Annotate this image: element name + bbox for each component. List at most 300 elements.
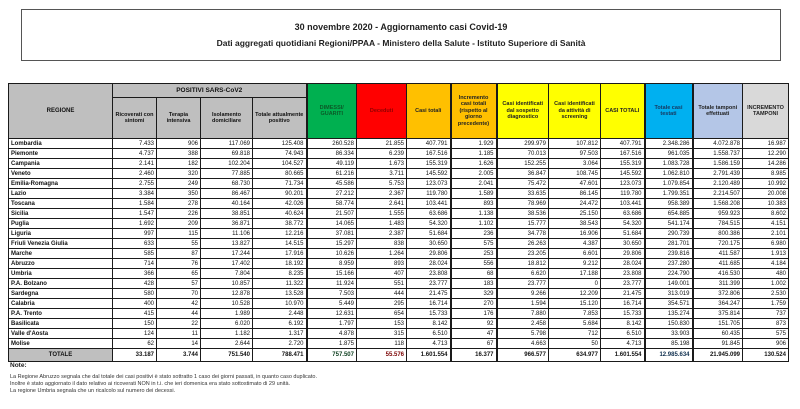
value-cell: 36.847	[497, 169, 549, 179]
value-cell: 16.714	[601, 299, 645, 309]
total-value-cell: 3.744	[157, 349, 201, 362]
value-cell: 295	[357, 299, 407, 309]
value-cell: 16.906	[549, 229, 601, 239]
value-cell: 906	[743, 339, 789, 349]
value-cell: 104.527	[253, 159, 307, 169]
value-cell: 11.322	[253, 279, 307, 289]
value-cell: 8.235	[253, 269, 307, 279]
column-header-screening: Casi identificati da attività di screening	[549, 84, 601, 139]
table-row	[9, 329, 789, 339]
value-cell: 21.507	[307, 209, 357, 219]
value-cell: 1.626	[451, 159, 497, 169]
value-cell: 1.547	[113, 209, 157, 219]
value-cell: 354.571	[645, 299, 693, 309]
value-cell: 654	[357, 309, 407, 319]
value-cell: 115	[157, 229, 201, 239]
notes-title: Note:	[10, 362, 27, 369]
value-cell: 1.182	[201, 329, 253, 339]
value-cell: 1.555	[357, 209, 407, 219]
value-cell: 364.247	[693, 299, 743, 309]
value-cell: 15.733	[601, 309, 645, 319]
value-cell: 145.592	[601, 169, 645, 179]
report-title: 30 novembre 2020 - Aggiornamento casi Covid-19	[294, 22, 508, 32]
value-cell: 20.008	[743, 189, 789, 199]
table-row	[9, 259, 789, 269]
value-cell: 2.348.286	[645, 139, 693, 149]
value-cell: 1.083.728	[645, 159, 693, 169]
total-value-cell: 751.540	[201, 349, 253, 362]
value-cell: 12.878	[201, 289, 253, 299]
table-row	[9, 209, 789, 219]
value-cell: 8.142	[407, 319, 451, 329]
column-header-casi-totali: Casi totali	[407, 84, 451, 139]
total-value-cell: 33.187	[113, 349, 157, 362]
value-cell: 119.780	[601, 189, 645, 199]
value-cell: 3.384	[113, 189, 157, 199]
value-cell: 18.812	[497, 259, 549, 269]
value-cell: 2.005	[451, 169, 497, 179]
value-cell: 375.814	[693, 309, 743, 319]
value-cell: 80.665	[253, 169, 307, 179]
note-line: Inoltre è stato aggiornato il dato relativo ai ricoverati NON in t.i. che ieri domenica era stato sottostimato di 29 unità.	[10, 381, 291, 387]
value-cell: 6.510	[407, 329, 451, 339]
total-value-cell: 130.524	[743, 349, 789, 362]
value-cell: 21.855	[357, 139, 407, 149]
group-header-positivi: POSITIVI SARS-CoV2	[113, 84, 307, 98]
region-cell: Molise	[9, 339, 113, 349]
value-cell: 407.791	[407, 139, 451, 149]
value-cell: 58.774	[307, 199, 357, 209]
value-cell: 9.212	[549, 259, 601, 269]
value-cell: 86.145	[549, 189, 601, 199]
value-cell: 281.701	[645, 239, 693, 249]
value-cell: 1.589	[451, 189, 497, 199]
value-cell: 290.739	[645, 229, 693, 239]
column-header-attualmente-positivo: Totale attualmente positivo	[253, 98, 307, 139]
value-cell: 1.062.810	[645, 169, 693, 179]
value-cell: 1.483	[357, 219, 407, 229]
value-cell: 14.286	[743, 159, 789, 169]
column-header-dimessi-guariti: DIMESSI/ GUARITI	[307, 84, 357, 139]
value-cell: 1.002	[743, 279, 789, 289]
total-value-cell: 1.601.554	[407, 349, 451, 362]
header-row-group	[9, 84, 789, 98]
value-cell: 45.586	[307, 179, 357, 189]
total-value-cell: 757.507	[307, 349, 357, 362]
total-value-cell: 1.601.554	[601, 349, 645, 362]
region-cell: Sardegna	[9, 289, 113, 299]
value-cell: 108.745	[549, 169, 601, 179]
value-cell: 23.205	[497, 249, 549, 259]
value-cell: 1.989	[201, 309, 253, 319]
value-cell: 226	[157, 209, 201, 219]
value-cell: 7.804	[201, 269, 253, 279]
value-cell: 135.274	[645, 309, 693, 319]
total-value-cell: 55.576	[357, 349, 407, 362]
value-cell: 2.530	[743, 289, 789, 299]
value-cell: 155.319	[407, 159, 451, 169]
value-cell: 2.367	[357, 189, 407, 199]
value-cell: 28.024	[601, 259, 645, 269]
value-cell: 7.880	[497, 309, 549, 319]
region-cell: Lazio	[9, 189, 113, 199]
value-cell: 575	[451, 239, 497, 249]
value-cell: 47.601	[549, 179, 601, 189]
value-cell: 65	[157, 269, 201, 279]
value-cell: 28.024	[407, 259, 451, 269]
value-cell: 400	[113, 299, 157, 309]
value-cell: 5.684	[549, 319, 601, 329]
value-cell: 411.685	[693, 259, 743, 269]
value-cell: 50	[549, 339, 601, 349]
value-cell: 4.151	[743, 219, 789, 229]
region-cell: P.A. Bolzano	[9, 279, 113, 289]
column-header-isolamento: Isolamento domiciliare	[201, 98, 253, 139]
value-cell: 1.264	[357, 249, 407, 259]
region-cell: Lombardia	[9, 139, 113, 149]
value-cell: 575	[743, 329, 789, 339]
note-line: La regione Umbria segnala che un ricalcolo sul numero dei decessi.	[10, 388, 176, 394]
table-row	[9, 229, 789, 239]
value-cell: 1.594	[497, 299, 549, 309]
value-cell: 6.980	[743, 239, 789, 249]
region-cell: Liguria	[9, 229, 113, 239]
value-cell: 102.204	[201, 159, 253, 169]
value-cell: 0	[549, 279, 601, 289]
value-cell: 236	[451, 229, 497, 239]
value-cell: 14	[157, 339, 201, 349]
value-cell: 34.778	[497, 229, 549, 239]
value-cell: 167.516	[407, 149, 451, 159]
value-cell: 411.587	[693, 249, 743, 259]
region-cell: Abruzzo	[9, 259, 113, 269]
value-cell: 17.244	[201, 249, 253, 259]
value-cell: 33.635	[497, 189, 549, 199]
value-cell: 13.528	[253, 289, 307, 299]
total-value-cell: 634.977	[549, 349, 601, 362]
value-cell: 23.808	[407, 269, 451, 279]
value-cell: 77.885	[201, 169, 253, 179]
value-cell: 4.387	[549, 239, 601, 249]
region-cell: Friuli Venezia Giulia	[9, 239, 113, 249]
value-cell: 313.019	[645, 289, 693, 299]
value-cell: 2.041	[451, 179, 497, 189]
value-cell: 44	[157, 309, 201, 319]
value-cell: 1.586.159	[693, 159, 743, 169]
value-cell: 8.142	[601, 319, 645, 329]
value-cell: 68	[451, 269, 497, 279]
region-cell: Veneto	[9, 169, 113, 179]
value-cell: 103.441	[601, 199, 645, 209]
value-cell: 49.119	[307, 159, 357, 169]
value-cell: 237.280	[645, 259, 693, 269]
value-cell: 36.871	[201, 219, 253, 229]
value-cell: 151.705	[693, 319, 743, 329]
value-cell: 21.475	[407, 289, 451, 299]
table-row	[9, 239, 789, 249]
value-cell: 86.467	[201, 189, 253, 199]
value-cell: 37.081	[307, 229, 357, 239]
value-cell: 92	[451, 319, 497, 329]
table-row	[9, 189, 789, 199]
value-cell: 2.460	[113, 169, 157, 179]
value-cell: 54.320	[601, 219, 645, 229]
value-cell: 55	[157, 239, 201, 249]
region-cell: Basilicata	[9, 319, 113, 329]
value-cell: 372.806	[693, 289, 743, 299]
value-cell: 712	[549, 329, 601, 339]
value-cell: 7.853	[549, 309, 601, 319]
value-cell: 7.503	[307, 289, 357, 299]
value-cell: 4.737	[113, 149, 157, 159]
value-cell: 176	[451, 309, 497, 319]
total-row	[9, 349, 789, 362]
value-cell: 270	[451, 299, 497, 309]
value-cell: 18.192	[253, 259, 307, 269]
value-cell: 2.387	[357, 229, 407, 239]
column-header-casi-totali-2: CASI TOTALI	[601, 84, 645, 139]
value-cell: 6.192	[253, 319, 307, 329]
value-cell: 22	[157, 319, 201, 329]
value-cell: 311.399	[693, 279, 743, 289]
value-cell: 1.568.208	[693, 199, 743, 209]
table-row	[9, 139, 789, 149]
value-cell: 38.772	[253, 219, 307, 229]
total-value-cell: 966.577	[497, 349, 549, 362]
value-cell: 260.528	[307, 139, 357, 149]
value-cell: 61.216	[307, 169, 357, 179]
notes	[10, 362, 770, 395]
value-cell: 4.713	[601, 339, 645, 349]
value-cell: 1.692	[113, 219, 157, 229]
region-cell: Emilia-Romagna	[9, 179, 113, 189]
value-cell: 11.924	[307, 279, 357, 289]
table-row	[9, 269, 789, 279]
value-cell: 5.798	[497, 329, 549, 339]
value-cell: 1.317	[253, 329, 307, 339]
value-cell: 2.101	[743, 229, 789, 239]
value-cell: 75.472	[497, 179, 549, 189]
region-cell: P.A. Trento	[9, 309, 113, 319]
value-cell: 329	[451, 289, 497, 299]
report-subtitle: Dati aggregati quotidiani Regioni/PPAA - Ministero della Salute - Istituto Superiore di Sanità	[216, 38, 586, 48]
value-cell: 444	[357, 289, 407, 299]
column-header-incremento-tamponi: INCREMENTO TAMPONI	[743, 84, 789, 139]
value-cell: 124	[113, 329, 157, 339]
value-cell: 1.875	[307, 339, 357, 349]
value-cell: 74.943	[253, 149, 307, 159]
value-cell: 4.663	[497, 339, 549, 349]
value-cell: 15.166	[307, 269, 357, 279]
value-cell: 23.777	[407, 279, 451, 289]
value-cell: 551	[357, 279, 407, 289]
value-cell: 2.641	[357, 199, 407, 209]
value-cell: 6.601	[549, 249, 601, 259]
value-cell: 69.818	[201, 149, 253, 159]
value-cell: 2.458	[497, 319, 549, 329]
value-cell: 6.510	[601, 329, 645, 339]
value-cell: 2.720	[253, 339, 307, 349]
value-cell: 150.830	[645, 319, 693, 329]
value-cell: 85.198	[645, 339, 693, 349]
table-row	[9, 199, 789, 209]
value-cell: 29.806	[601, 249, 645, 259]
value-cell: 16.987	[743, 139, 789, 149]
value-cell: 5.753	[357, 179, 407, 189]
value-cell: 1.102	[451, 219, 497, 229]
value-cell: 12.209	[549, 289, 601, 299]
value-cell: 556	[451, 259, 497, 269]
value-cell: 1.929	[451, 139, 497, 149]
value-cell: 10.383	[743, 199, 789, 209]
value-cell: 2.214.507	[693, 189, 743, 199]
value-cell: 71.734	[253, 179, 307, 189]
value-cell: 42	[157, 299, 201, 309]
value-cell: 1.913	[743, 249, 789, 259]
value-cell: 1.558.737	[693, 149, 743, 159]
value-cell: 91.845	[693, 339, 743, 349]
table-row	[9, 219, 789, 229]
value-cell: 9.266	[497, 289, 549, 299]
value-cell: 714	[113, 259, 157, 269]
value-cell: 893	[451, 199, 497, 209]
region-cell: Umbria	[9, 269, 113, 279]
value-cell: 15.297	[307, 239, 357, 249]
value-cell: 407	[357, 269, 407, 279]
value-cell: 17.402	[201, 259, 253, 269]
value-cell: 6.020	[201, 319, 253, 329]
table-row	[9, 159, 789, 169]
value-cell: 30.650	[601, 239, 645, 249]
column-header-tamponi: Totale tamponi effettuati	[693, 84, 743, 139]
value-cell: 182	[157, 159, 201, 169]
value-cell: 17.916	[253, 249, 307, 259]
value-cell: 16.714	[407, 299, 451, 309]
value-cell: 118	[357, 339, 407, 349]
value-cell: 428	[113, 279, 157, 289]
value-cell: 249	[157, 179, 201, 189]
value-cell: 416.530	[693, 269, 743, 279]
table-row	[9, 279, 789, 289]
value-cell: 2.120.489	[693, 179, 743, 189]
value-cell: 68.730	[201, 179, 253, 189]
value-cell: 1.797	[307, 319, 357, 329]
value-cell: 350	[157, 189, 201, 199]
value-cell: 1.079.854	[645, 179, 693, 189]
value-cell: 87	[157, 249, 201, 259]
column-header-sospetto-diagnostico: Casi identificati dal sospetto diagnostico	[497, 84, 549, 139]
value-cell: 23.777	[497, 279, 549, 289]
value-cell: 63.686	[601, 209, 645, 219]
value-cell: 10.992	[743, 179, 789, 189]
value-cell: 737	[743, 309, 789, 319]
value-cell: 4.184	[743, 259, 789, 269]
column-header-terapia-intensiva: Terapia intensiva	[157, 98, 201, 139]
value-cell: 33.903	[645, 329, 693, 339]
value-cell: 2.448	[253, 309, 307, 319]
value-cell: 78.969	[497, 199, 549, 209]
value-cell: 60.435	[693, 329, 743, 339]
value-cell: 958.389	[645, 199, 693, 209]
table-row	[9, 149, 789, 159]
value-cell: 23.777	[601, 279, 645, 289]
value-cell: 997	[113, 229, 157, 239]
table-row	[9, 339, 789, 349]
table-row	[9, 249, 789, 259]
value-cell: 149.001	[645, 279, 693, 289]
value-cell: 40.624	[253, 209, 307, 219]
value-cell: 27.212	[307, 189, 357, 199]
value-cell: 155.319	[601, 159, 645, 169]
total-value-cell: 21.945.099	[693, 349, 743, 362]
region-cell: Puglia	[9, 219, 113, 229]
total-label: TOTALE	[9, 349, 113, 362]
region-cell: Sicilia	[9, 209, 113, 219]
value-cell: 4.072.878	[693, 139, 743, 149]
value-cell: 407.791	[601, 139, 645, 149]
value-cell: 8.959	[307, 259, 357, 269]
column-header-casi-testati: Totale casi testati	[645, 84, 693, 139]
value-cell: 15.777	[497, 219, 549, 229]
value-cell: 961.035	[645, 149, 693, 159]
table-row	[9, 289, 789, 299]
value-cell: 239.816	[645, 249, 693, 259]
value-cell: 183	[451, 279, 497, 289]
value-cell: 150	[113, 319, 157, 329]
value-cell: 3.064	[549, 159, 601, 169]
value-cell: 3.711	[357, 169, 407, 179]
value-cell: 6.620	[497, 269, 549, 279]
total-value-cell: 788.471	[253, 349, 307, 362]
value-cell: 654.885	[645, 209, 693, 219]
value-cell: 63.686	[407, 209, 451, 219]
value-cell: 415	[113, 309, 157, 319]
value-cell: 24.472	[549, 199, 601, 209]
column-header-deceduti: Deceduti	[357, 84, 407, 139]
value-cell: 253	[451, 249, 497, 259]
value-cell: 107.812	[549, 139, 601, 149]
value-cell: 320	[157, 169, 201, 179]
value-cell: 119.780	[407, 189, 451, 199]
value-cell: 15.733	[407, 309, 451, 319]
value-cell: 42.026	[253, 199, 307, 209]
value-cell: 1.673	[357, 159, 407, 169]
value-cell: 29.806	[407, 249, 451, 259]
value-cell: 8.985	[743, 169, 789, 179]
value-cell: 10.626	[307, 249, 357, 259]
value-cell: 4.878	[307, 329, 357, 339]
value-cell: 784.515	[693, 219, 743, 229]
value-cell: 8.602	[743, 209, 789, 219]
table-foot	[9, 349, 789, 362]
value-cell: 14.515	[253, 239, 307, 249]
value-cell: 585	[113, 249, 157, 259]
region-cell: Calabria	[9, 299, 113, 309]
value-cell: 1.185	[451, 149, 497, 159]
table-row	[9, 169, 789, 179]
table-row	[9, 309, 789, 319]
value-cell: 13.827	[201, 239, 253, 249]
column-header-ricoverati: Ricoverati con sintomi	[113, 98, 157, 139]
value-cell: 90.201	[253, 189, 307, 199]
value-cell: 366	[113, 269, 157, 279]
value-cell: 873	[743, 319, 789, 329]
value-cell: 12.216	[253, 229, 307, 239]
value-cell: 209	[157, 219, 201, 229]
value-cell: 580	[113, 289, 157, 299]
value-cell: 5.449	[307, 299, 357, 309]
table-row	[9, 319, 789, 329]
